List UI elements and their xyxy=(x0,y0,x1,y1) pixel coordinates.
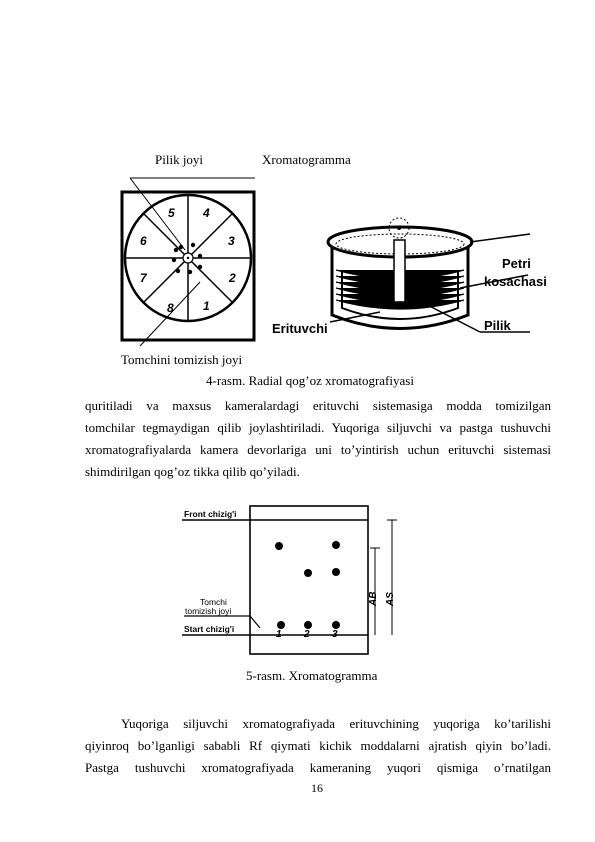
spot-number: 2 xyxy=(304,629,310,640)
label-as: AS xyxy=(385,592,396,606)
text-line: qiyinroq bo’lganligi sababli Rf qiymati kichik moddalarni ajratish qiyin bo’ladi. xyxy=(85,738,551,753)
figure-4-caption: 4-rasm. Radial qog’oz xromatografiyasi xyxy=(206,373,414,388)
text-line: shimdirilgan qog’oz tikka qilib qo’yiladi. xyxy=(85,464,300,479)
label-ab: AB xyxy=(368,591,379,606)
label-tomizish-joyi: tomizish joyi xyxy=(185,606,232,616)
sector-label: 5 xyxy=(168,206,175,220)
text-line: xromatografiyalarda kamera devorlariga uni to’yintirish uchun erituvchi sistemasi xyxy=(85,442,551,457)
radial-chromatography-figure xyxy=(110,170,555,350)
sector-label: 3 xyxy=(228,234,235,248)
figure-5-caption: 5-rasm. Xromatogramma xyxy=(246,668,378,683)
label-xromatogramma: Xromatogramma xyxy=(262,152,351,167)
text-line: tomchilar tegmaydigan qilib joylashtiriladi. Yuqoriga siljuvchi va pastga tushuvchi xyxy=(85,420,551,435)
label-pilik: Pilik xyxy=(484,318,511,333)
sector-label: 7 xyxy=(140,271,147,285)
page-number: 16 xyxy=(311,781,323,795)
label-tomchi: Tomchi xyxy=(200,597,227,607)
text-line: Pastga tushuvchi xromatografiyada kameraning yuqori qismiga o’rnatilgan xyxy=(85,760,551,775)
chromatogram-figure xyxy=(180,498,420,663)
paragraph-2 xyxy=(85,713,551,779)
sector-label: 8 xyxy=(167,301,174,315)
sector-label: 1 xyxy=(203,299,210,313)
sector-label: 2 xyxy=(229,271,236,285)
spot-number: 3 xyxy=(332,629,338,640)
text-line: quritiladi va maxsus kameralardagi erituvchi sistemasiga modda tomizilgan xyxy=(85,398,551,413)
label-front-line: Front chizig'i xyxy=(184,509,237,519)
label-pilik-joyi: Pilik joyi xyxy=(155,152,204,167)
label-kosachasi: kosachasi xyxy=(484,274,547,289)
label-tomchini-tomizish-joyi: Tomchini tomizish joyi xyxy=(121,352,243,367)
sector-label: 4 xyxy=(203,206,210,220)
paragraph-1 xyxy=(85,395,551,483)
spot-number: 1 xyxy=(276,629,282,640)
label-petri: Petri xyxy=(502,256,531,271)
label-erituvchi: Erituvchi xyxy=(272,321,328,336)
text-line: Yuqoriga siljuvchi xromatografiyada erituvchining yuqoriga ko’tarilishi xyxy=(121,716,551,731)
label-start-line: Start chizig'i xyxy=(184,624,235,634)
sector-label: 6 xyxy=(140,234,147,248)
